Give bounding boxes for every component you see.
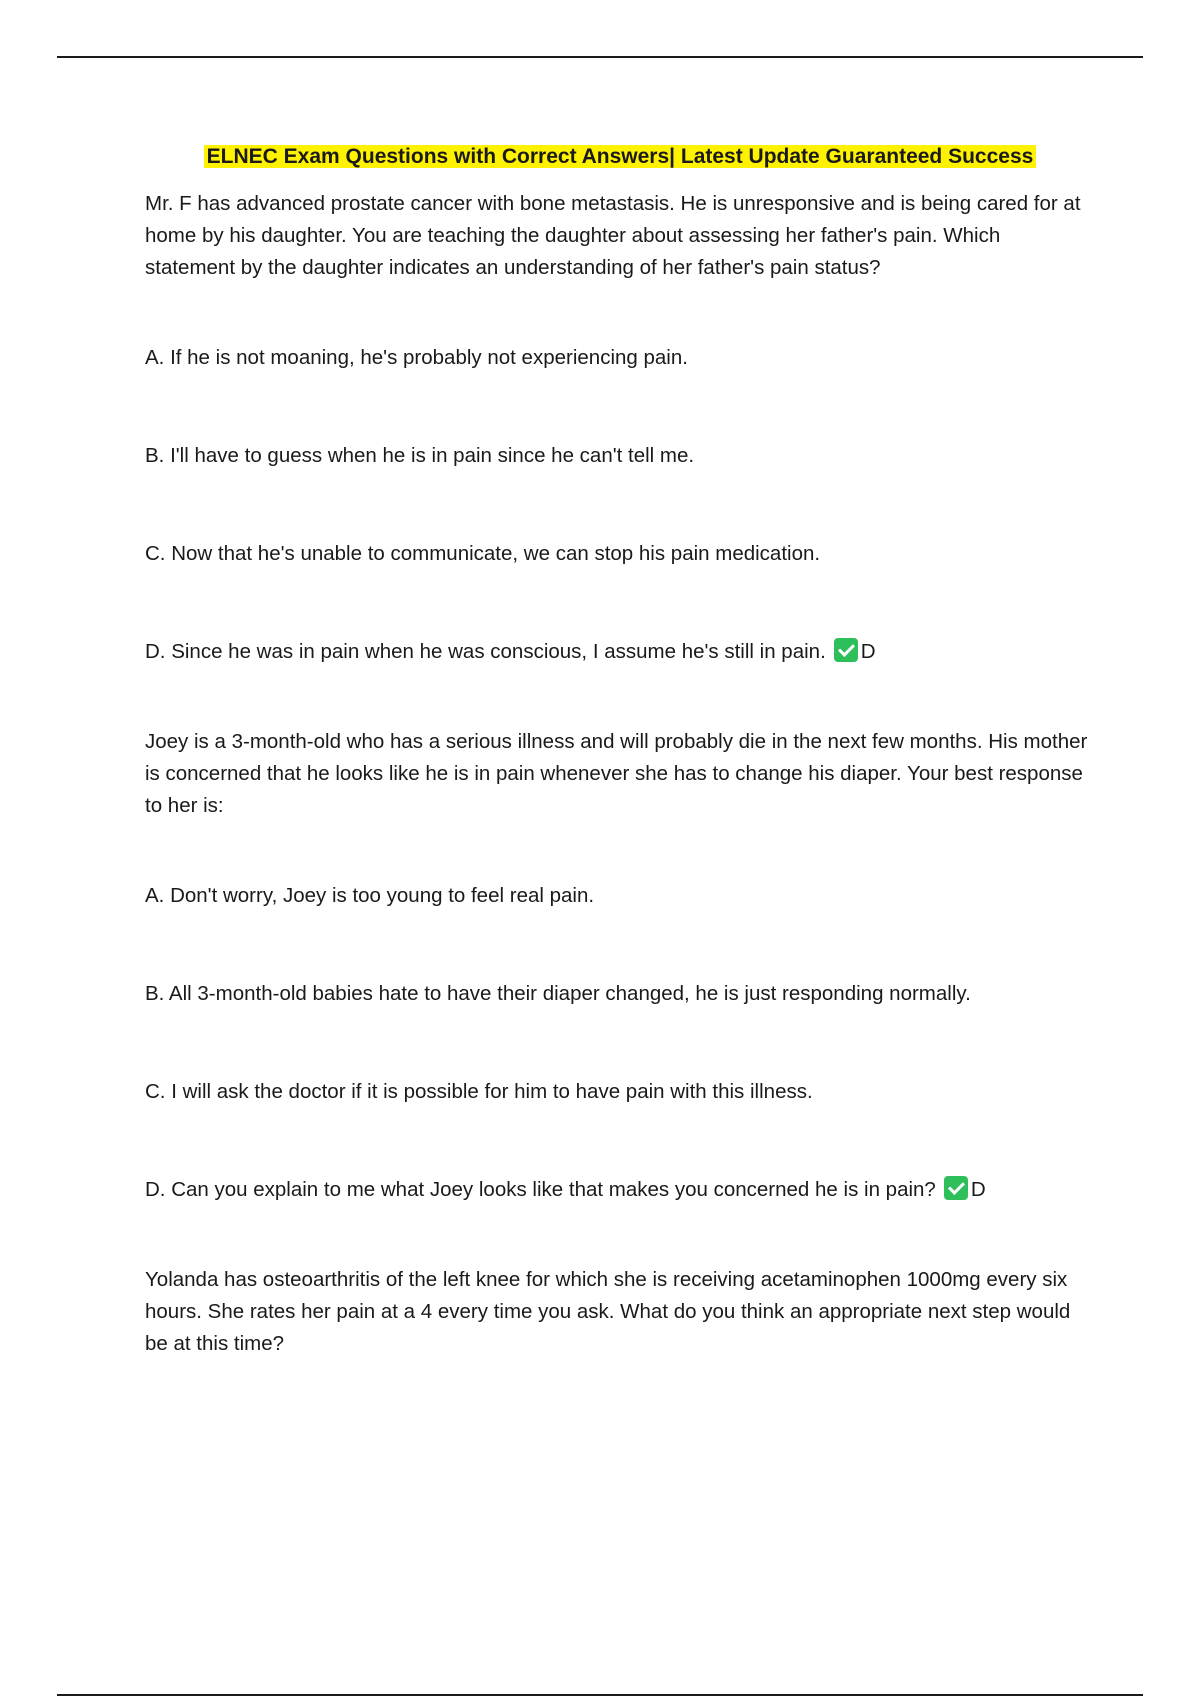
question-1-option-b: B. I'll have to guess when he is in pain since he can't tell me. [145, 444, 695, 467]
header-rule [57, 56, 1143, 58]
question-1-option-d [145, 636, 1095, 668]
question-2-option-c: C. I will ask the doctor if it is possible for him to have pain with this illness. [145, 1080, 813, 1103]
question-1-text: Mr. F has advanced prostate cancer with bone metastasis. He is unresponsive and is being cared for at home by his daughter. You are teaching the daughter about assessing her father's pain. Which statement by the daughter indicates an understanding of her father's pain status? [145, 192, 1081, 279]
document-body [145, 142, 1095, 1360]
question-2-answer: D [970, 1178, 986, 1201]
question-2-option-d-text: D. Can you explain to me what Joey looks like that makes you concerned he is in pain? [145, 1178, 936, 1201]
question-1-option-c: C. Now that he's unable to communicate, we can stop his pain medication. [145, 542, 821, 565]
question-3-text: Yolanda has osteoarthritis of the left knee for which she is receiving acetaminophen 1000mg every six hours. She rates her pain at a 4 every time you ask. What do you think an appropriate next step would be at this time? [145, 1268, 1071, 1355]
question-1-answer: D [860, 640, 876, 663]
question-2-option-a: A. Don't worry, Joey is too young to feel real pain. [145, 884, 595, 907]
question-2-option-b: B. All 3-month-old babies hate to have their diaper changed, he is just responding normally. [145, 982, 971, 1005]
check-mark-icon [944, 1176, 968, 1200]
title-block [145, 142, 1095, 172]
question-1-option-a: A. If he is not moaning, he's probably not experiencing pain. [145, 346, 688, 369]
footer-rule [57, 1694, 1143, 1696]
check-mark-icon [834, 638, 858, 662]
question-1-option-d-text: D. Since he was in pain when he was conscious, I assume he's still in pain. [145, 640, 826, 663]
question-2-text: Joey is a 3-month-old who has a serious illness and will probably die in the next few months. His mother is concerned that he looks like he is in pain whenever she has to change his diaper. Your best response to her is: [145, 730, 1088, 817]
question-2-option-d [145, 1174, 1095, 1206]
page-title: ELNEC Exam Questions with Correct Answers| Latest Update Guaranteed Success [204, 145, 1037, 168]
